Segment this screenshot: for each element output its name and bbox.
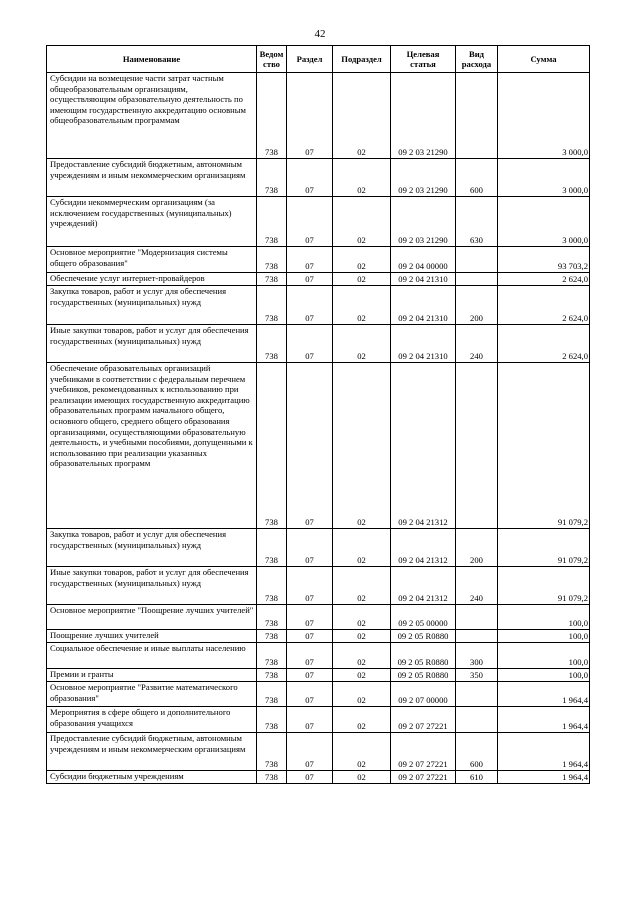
- row-ved: 738: [257, 567, 287, 605]
- header-cs: Целевая статья: [391, 46, 456, 73]
- row-podrazdel: 02: [333, 682, 391, 707]
- row-razdel: 07: [287, 771, 333, 784]
- row-name: Основное мероприятие "Развитие математического образования": [47, 682, 257, 707]
- row-vr: 630: [456, 197, 498, 247]
- row-sum: 2 624,0: [498, 273, 590, 286]
- row-cs: 09 2 07 00000: [391, 682, 456, 707]
- row-sum: 91 079,2: [498, 567, 590, 605]
- table-row: [47, 273, 590, 286]
- row-podrazdel: 02: [333, 771, 391, 784]
- row-cs: 09 2 04 21312: [391, 567, 456, 605]
- row-name: Иные закупки товаров, работ и услуг для обеспечения государственных (муниципальных) нужд: [47, 567, 257, 605]
- row-ved: 738: [257, 197, 287, 247]
- row-sum: 100,0: [498, 605, 590, 630]
- table-row: [47, 247, 590, 273]
- row-ved: 738: [257, 682, 287, 707]
- row-vr: [456, 73, 498, 159]
- row-podrazdel: 02: [333, 73, 391, 159]
- table-row: [47, 707, 590, 733]
- row-ved: 738: [257, 159, 287, 197]
- row-razdel: 07: [287, 643, 333, 669]
- row-sum: 1 964,4: [498, 707, 590, 733]
- row-vr: [456, 682, 498, 707]
- row-ved: 738: [257, 273, 287, 286]
- row-razdel: 07: [287, 286, 333, 325]
- table-row: [47, 682, 590, 707]
- budget-table: [46, 45, 590, 784]
- row-razdel: 07: [287, 567, 333, 605]
- row-sum: 3 000,0: [498, 159, 590, 197]
- row-sum: 2 624,0: [498, 325, 590, 363]
- table-row: [47, 159, 590, 197]
- row-razdel: 07: [287, 159, 333, 197]
- row-podrazdel: 02: [333, 567, 391, 605]
- row-ved: 738: [257, 529, 287, 567]
- row-cs: 09 2 03 21290: [391, 159, 456, 197]
- row-razdel: 07: [287, 733, 333, 771]
- row-vr: 600: [456, 159, 498, 197]
- header-name: Наименование: [47, 46, 257, 73]
- row-sum: 1 964,4: [498, 733, 590, 771]
- row-name: Социальное обеспечение и иные выплаты населению: [47, 643, 257, 669]
- row-vr: [456, 363, 498, 529]
- table-row: [47, 771, 590, 784]
- row-razdel: 07: [287, 73, 333, 159]
- table-body: [47, 73, 590, 784]
- row-podrazdel: 02: [333, 286, 391, 325]
- row-vr: 300: [456, 643, 498, 669]
- row-name: Предоставление субсидий бюджетным, автономным учреждениям и иным некоммерческим организациям: [47, 733, 257, 771]
- row-ved: 738: [257, 630, 287, 643]
- row-ved: 738: [257, 643, 287, 669]
- header-vr: Вид расхода: [456, 46, 498, 73]
- row-cs: 09 2 05 R0880: [391, 630, 456, 643]
- table-row: [47, 567, 590, 605]
- row-razdel: 07: [287, 363, 333, 529]
- row-cs: 09 2 03 21290: [391, 73, 456, 159]
- row-vr: 240: [456, 325, 498, 363]
- row-sum: 100,0: [498, 643, 590, 669]
- row-sum: 93 703,2: [498, 247, 590, 273]
- page-number: 42: [314, 28, 326, 40]
- row-podrazdel: 02: [333, 707, 391, 733]
- row-razdel: 07: [287, 247, 333, 273]
- row-vr: [456, 707, 498, 733]
- row-ved: 738: [257, 73, 287, 159]
- row-name: Основное мероприятие "Модернизация системы общего образования": [47, 247, 257, 273]
- row-ved: 738: [257, 707, 287, 733]
- row-razdel: 07: [287, 630, 333, 643]
- header-sum: Сумма: [498, 46, 590, 73]
- row-name: Предоставление субсидий бюджетным, автономным учреждениям и иным некоммерческим организациям: [47, 159, 257, 197]
- row-razdel: 07: [287, 197, 333, 247]
- row-vr: 240: [456, 567, 498, 605]
- row-name: Премии и гранты: [47, 669, 257, 682]
- row-cs: 09 2 04 21310: [391, 273, 456, 286]
- row-cs: 09 2 05 R0880: [391, 643, 456, 669]
- row-name: Субсидии бюджетным учреждениям: [47, 771, 257, 784]
- row-vr: [456, 247, 498, 273]
- row-name: Закупка товаров, работ и услуг для обеспечения государственных (муниципальных) нужд: [47, 286, 257, 325]
- table-row: [47, 643, 590, 669]
- row-podrazdel: 02: [333, 247, 391, 273]
- row-podrazdel: 02: [333, 197, 391, 247]
- row-razdel: 07: [287, 669, 333, 682]
- row-cs: 09 2 04 00000: [391, 247, 456, 273]
- row-razdel: 07: [287, 529, 333, 567]
- row-vr: [456, 605, 498, 630]
- table-row: [47, 286, 590, 325]
- row-vr: 200: [456, 529, 498, 567]
- row-cs: 09 2 04 21310: [391, 325, 456, 363]
- row-name: Обеспечение образовательных организаций учебниками в соответствии с федеральным перечнем учебников, рекомендованных к использованию при реализации имеющих государственную аккредитацию образовательных программ начального общего, основного общего, среднего общего образования организациями, осуществляющими образовательную деятельность, и учебными пособиями, допущенными к использованию при реализации указанных образовательных программ: [47, 363, 257, 529]
- row-sum: 3 000,0: [498, 197, 590, 247]
- row-sum: 3 000,0: [498, 73, 590, 159]
- row-podrazdel: 02: [333, 669, 391, 682]
- row-podrazdel: 02: [333, 159, 391, 197]
- row-vr: 200: [456, 286, 498, 325]
- row-cs: 09 2 04 21312: [391, 529, 456, 567]
- row-ved: 738: [257, 247, 287, 273]
- table-row: [47, 73, 590, 159]
- row-ved: 738: [257, 286, 287, 325]
- row-name: Поощрение лучших учителей: [47, 630, 257, 643]
- header-ved: Ведом ство: [257, 46, 287, 73]
- row-name: Иные закупки товаров, работ и услуг для обеспечения государственных (муниципальных) нужд: [47, 325, 257, 363]
- row-cs: 09 2 04 21312: [391, 363, 456, 529]
- row-vr: [456, 273, 498, 286]
- row-ved: 738: [257, 325, 287, 363]
- row-sum: 2 624,0: [498, 286, 590, 325]
- header-podrazdel: Подраздел: [333, 46, 391, 73]
- row-razdel: 07: [287, 707, 333, 733]
- row-podrazdel: 02: [333, 363, 391, 529]
- table-row: [47, 325, 590, 363]
- row-name: Мероприятия в сфере общего и дополнительного образования учащихся: [47, 707, 257, 733]
- row-cs: 09 2 03 21290: [391, 197, 456, 247]
- row-podrazdel: 02: [333, 325, 391, 363]
- row-podrazdel: 02: [333, 273, 391, 286]
- row-podrazdel: 02: [333, 630, 391, 643]
- row-podrazdel: 02: [333, 733, 391, 771]
- table-row: [47, 363, 590, 529]
- row-sum: 91 079,2: [498, 529, 590, 567]
- table-header-row: [47, 46, 590, 73]
- table-row: [47, 197, 590, 247]
- row-podrazdel: 02: [333, 643, 391, 669]
- table-row: [47, 605, 590, 630]
- row-sum: 100,0: [498, 630, 590, 643]
- row-cs: 09 2 05 R0880: [391, 669, 456, 682]
- row-sum: 1 964,4: [498, 682, 590, 707]
- row-podrazdel: 02: [333, 529, 391, 567]
- row-vr: 610: [456, 771, 498, 784]
- row-sum: 100,0: [498, 669, 590, 682]
- row-name: Субсидии некоммерческим организациям (за исключением государственных (муниципальных) учреждений): [47, 197, 257, 247]
- row-razdel: 07: [287, 605, 333, 630]
- row-razdel: 07: [287, 325, 333, 363]
- header-razdel: Раздел: [287, 46, 333, 73]
- table-row: [47, 630, 590, 643]
- table-row: [47, 733, 590, 771]
- row-sum: 91 079,2: [498, 363, 590, 529]
- row-cs: 09 2 07 27221: [391, 733, 456, 771]
- table-row: [47, 669, 590, 682]
- row-ved: 738: [257, 733, 287, 771]
- table-row: [47, 529, 590, 567]
- row-razdel: 07: [287, 682, 333, 707]
- row-cs: 09 2 07 27221: [391, 707, 456, 733]
- row-cs: 09 2 04 21310: [391, 286, 456, 325]
- row-ved: 738: [257, 771, 287, 784]
- row-name: Закупка товаров, работ и услуг для обеспечения государственных (муниципальных) нужд: [47, 529, 257, 567]
- row-name: Субсидии на возмещение части затрат частным общеобразовательным организациям, осуществляющим образовательную деятельность по имеющим государственную аккредитацию основным общеобразовательным программам: [47, 73, 257, 159]
- row-name: Обеспечение услуг интернет-провайдеров: [47, 273, 257, 286]
- row-vr: 350: [456, 669, 498, 682]
- row-razdel: 07: [287, 273, 333, 286]
- row-podrazdel: 02: [333, 605, 391, 630]
- row-cs: 09 2 05 00000: [391, 605, 456, 630]
- row-ved: 738: [257, 669, 287, 682]
- row-ved: 738: [257, 363, 287, 529]
- row-vr: [456, 630, 498, 643]
- row-ved: 738: [257, 605, 287, 630]
- row-cs: 09 2 07 27221: [391, 771, 456, 784]
- row-name: Основное мероприятие "Поощрение лучших учителей": [47, 605, 257, 630]
- row-sum: 1 964,4: [498, 771, 590, 784]
- row-vr: 600: [456, 733, 498, 771]
